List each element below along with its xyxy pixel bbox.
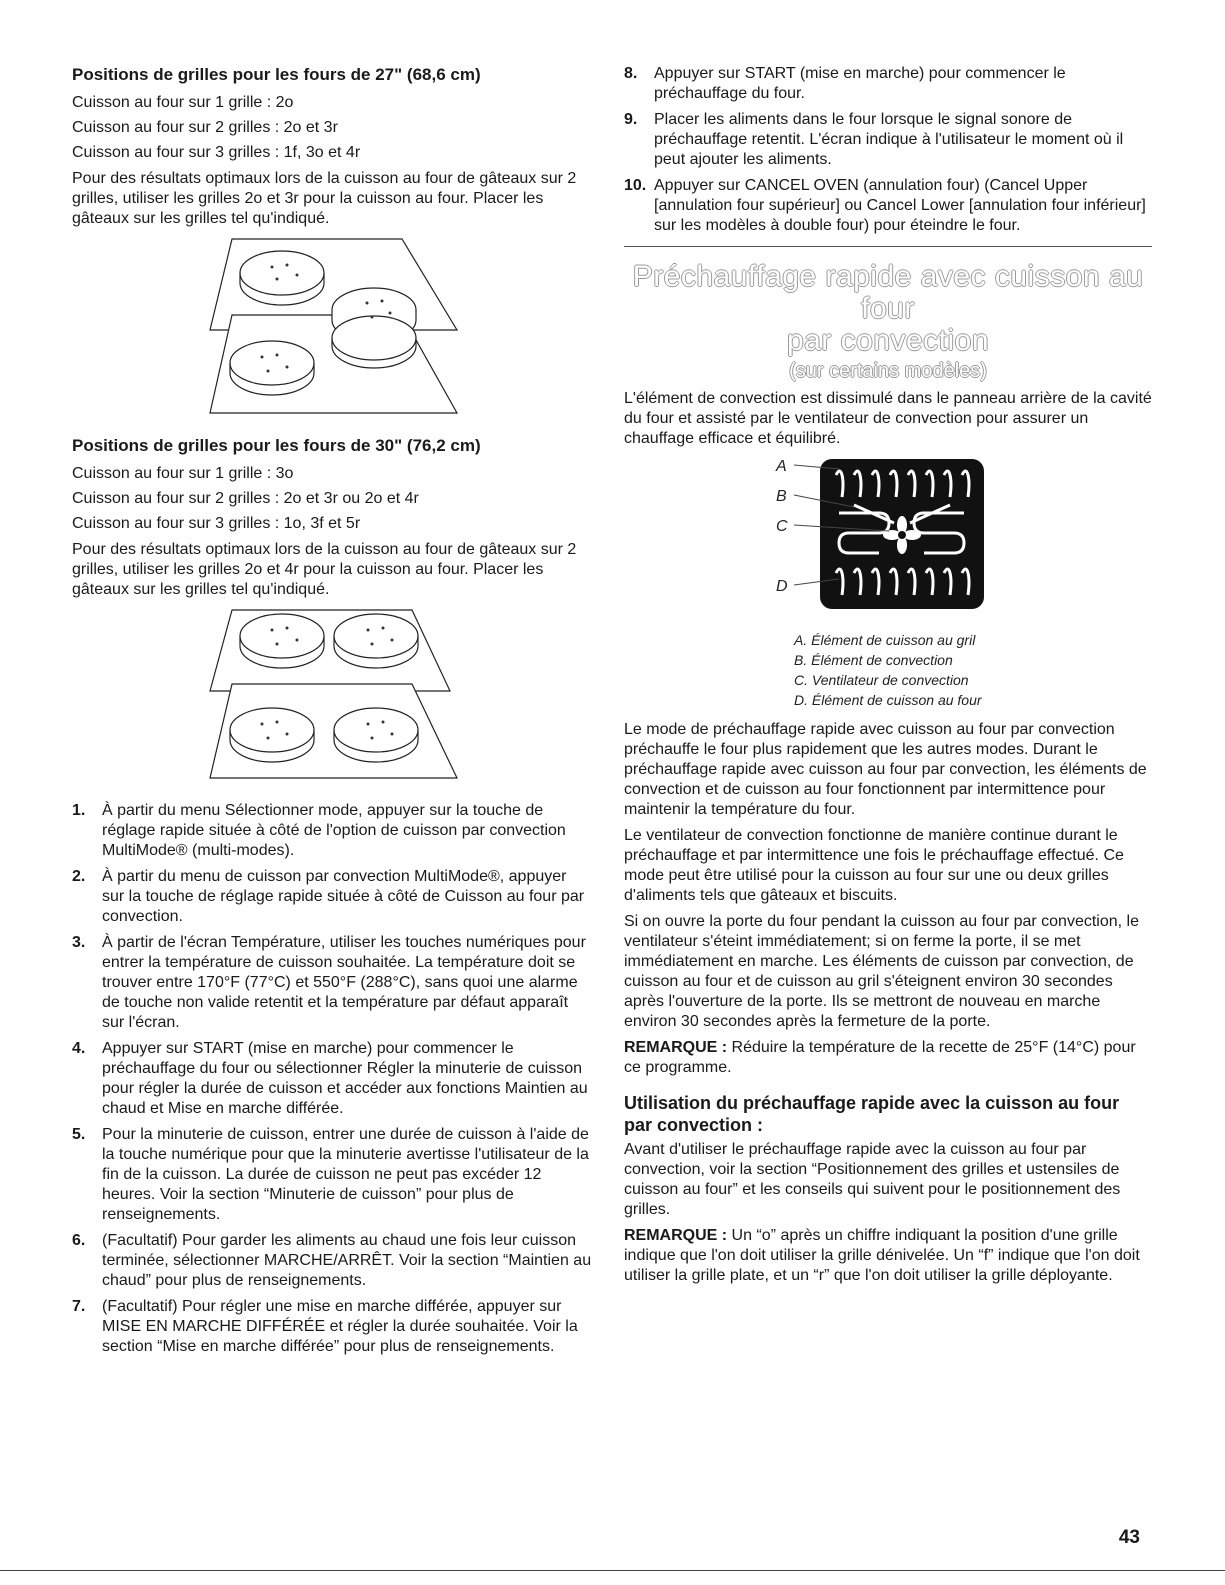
rack-line: Cuisson au four sur 2 grilles : 2o et 3r — [72, 119, 338, 136]
body-paragraph: Le ventilateur de convection fonctionne de manière continue durant le préchauffage et par intermittence une fois le préchauffage effectué. Ce mode peut être utilisé pour la cuisson au four sur une ou deux grilles d'aliments tels que gâteaux et biscuits. — [624, 827, 1124, 904]
caption-b: B. Élément de convection — [794, 652, 953, 668]
heading-27-inch: Positions de grilles pour les fours de 27" (68,6 cm) — [72, 65, 481, 84]
label-a: A — [776, 458, 787, 475]
section-subtitle: (sur certains modèles) — [789, 360, 987, 382]
note-paragraph: REMARQUE : Réduire la température de la recette de 25°F (14°C) pour ce programme. — [624, 1039, 1136, 1076]
list-item: 8. Appuyer sur START (mise en marche) pour commencer le préchauffage du four. — [624, 65, 1066, 102]
section-title: Préchauffage rapide avec cuisson au four par convection — [632, 260, 1144, 357]
rack-line: Cuisson au four sur 1 grille : 2o — [72, 94, 294, 111]
label-c: C — [776, 518, 788, 535]
rack-line: Cuisson au four sur 2 grilles : 2o et 3r ou 2o et 4r — [72, 490, 419, 507]
list-item: 7. (Facultatif) Pour régler une mise en marche différée, appuyer sur MISE EN MARCHE DIFFÉRÉE et régler la durée souhaitée. Voir la section “Mise en marche différée” pour plus de renseignements. — [72, 1298, 578, 1355]
caption-d: D. Élément de cuisson au four — [794, 692, 982, 708]
left-column — [72, 64, 592, 1363]
steps-list-left — [72, 801, 592, 1357]
body-paragraph: Le mode de préchauffage rapide avec cuisson au four par convection préchauffe le four plus rapidement que les autres modes. Durant le préchauffage rapide avec cuisson au four par convection, les éléments de convection et de cuisson au four fonctionnent par intermittence pour maintenir la température du four. — [624, 721, 1147, 818]
note-paragraph: REMARQUE : Un “o” après un chiffre indiquant la position d'une grille indique que l'on doit utiliser la grille dénivelée. Un “f” indique que l'on doit utiliser la grille plate, et un “r” que l'on doit utiliser la grille déployante. — [624, 1227, 1140, 1284]
list-item: 4. Appuyer sur START (mise en marche) pour commencer le préchauffage du four ou sélectionner Régler la minuterie de cuisson pour régler la durée de cuisson et accéder aux fonctions Maintien au chaud et Mise en marche différée. — [72, 1040, 588, 1117]
caption-a: A. Élément de cuisson au gril — [794, 632, 976, 648]
list-item: 2. À partir du menu de cuisson par convection MultiMode®, appuyer sur la touche de réglage rapide située à côté de Cuisson au four par convection. — [72, 868, 585, 925]
convection-diagram — [624, 455, 1152, 620]
label-d: D — [776, 578, 788, 595]
diagram-captions — [794, 630, 1152, 710]
list-item: 5. Pour la minuterie de cuisson, entrer une durée de cuisson à l'aide de la touche numérique pour que la minuterie avertisse l'utilisateur de la fin de la cuisson. La durée de cuisson ne peut pas excéder 12 heures. Voir la section “Minuterie de cuisson” pour plus de renseignements. — [72, 1126, 589, 1223]
page-number: 43 — [1118, 1527, 1140, 1548]
section-divider — [624, 246, 1152, 247]
caption-c: C. Ventilateur de convection — [794, 672, 969, 688]
right-column — [624, 64, 1152, 1292]
heading-usage: Utilisation du préchauffage rapide avec la cuisson au four par convection : — [624, 1093, 1120, 1135]
intro-paragraph: L'élément de convection est dissimulé dans le panneau arrière de la cavité du four et assisté par le ventilateur de convection pour assurer un chauffage efficace et équilibré. — [624, 390, 1152, 447]
rack-line: Cuisson au four sur 3 grilles : 1o, 3f et 5r — [72, 515, 361, 532]
rack-diagram-27 — [72, 235, 592, 425]
usage-paragraph: Avant d'utiliser le préchauffage rapide avec la cuisson au four par convection, voir la section “Positionnement des grilles et ustensiles de cuisson au four” et les conseils qui suivent pour le positionnement des grilles. — [624, 1141, 1121, 1218]
rack-line: Cuisson au four sur 1 grille : 3o — [72, 465, 294, 482]
body-paragraph: Si on ouvre la porte du four pendant la cuisson au four par convection, le ventilateur s'éteint immédiatement; si on ferme la porte, il se met immédiatement en marche. Les éléments de cuisson par convection, de cuisson au four et de cuisson au gril s'éteignent environ 30 secondes après l'ouverture de la porte. Ils se mettront de nouveau en marche environ 30 secondes après la fermeture de la porte. — [624, 913, 1139, 1030]
bottom-rule — [0, 1570, 1225, 1571]
label-b: B — [776, 488, 787, 505]
list-item: 3. À partir de l'écran Température, utiliser les touches numériques pour entrer la température de cuisson souhaitée. La température doit se trouver entre 170°F (77°C) et 550°F (288°C), sans quoi une alarme de touche non valide retentit et la température par défaut apparaît sur l'écran. — [72, 934, 586, 1031]
paragraph-30-inch: Pour des résultats optimaux lors de la cuisson au four de gâteaux sur 2 grilles, utiliser les grilles 2o et 4r pour la cuisson au four. Placer les gâteaux sur les grilles tel qu'indiqué. — [72, 541, 577, 598]
steps-list-right — [624, 64, 1152, 236]
list-item: 10. Appuyer sur CANCEL OVEN (annulation four) (Cancel Upper [annulation four supérieur] ou Cancel Lower [annulation four inférieur] sur les modèles à double four) pour éteindre le four. — [624, 177, 1146, 234]
rack-diagram-30 — [72, 606, 592, 791]
list-item: 9. Placer les aliments dans le four lorsque le signal sonore de préchauffage retentit. L'écran indique à l'utilisateur le moment où il peut ajouter les aliments. — [624, 111, 1124, 168]
paragraph-27-inch: Pour des résultats optimaux lors de la cuisson au four de gâteaux sur 2 grilles, utiliser les grilles 2o et 3r pour la cuisson au four. Placer les gâteaux sur les grilles tel qu'indiqué. — [72, 170, 577, 227]
list-item: 6. (Facultatif) Pour garder les aliments au chaud une fois leur cuisson terminée, sélectionner MARCHE/ARRÊT. Voir la section “Maintien au chaud” pour plus de renseignements. — [72, 1232, 592, 1289]
rack-line: Cuisson au four sur 3 grilles : 1f, 3o et 4r — [72, 144, 361, 161]
list-item: 1. À partir du menu Sélectionner mode, appuyer sur la touche de réglage rapide située à côté de l'option de cuisson par convection MultiMode® (multi-modes). — [72, 802, 566, 859]
heading-30-inch: Positions de grilles pour les fours de 30" (76,2 cm) — [72, 436, 481, 455]
